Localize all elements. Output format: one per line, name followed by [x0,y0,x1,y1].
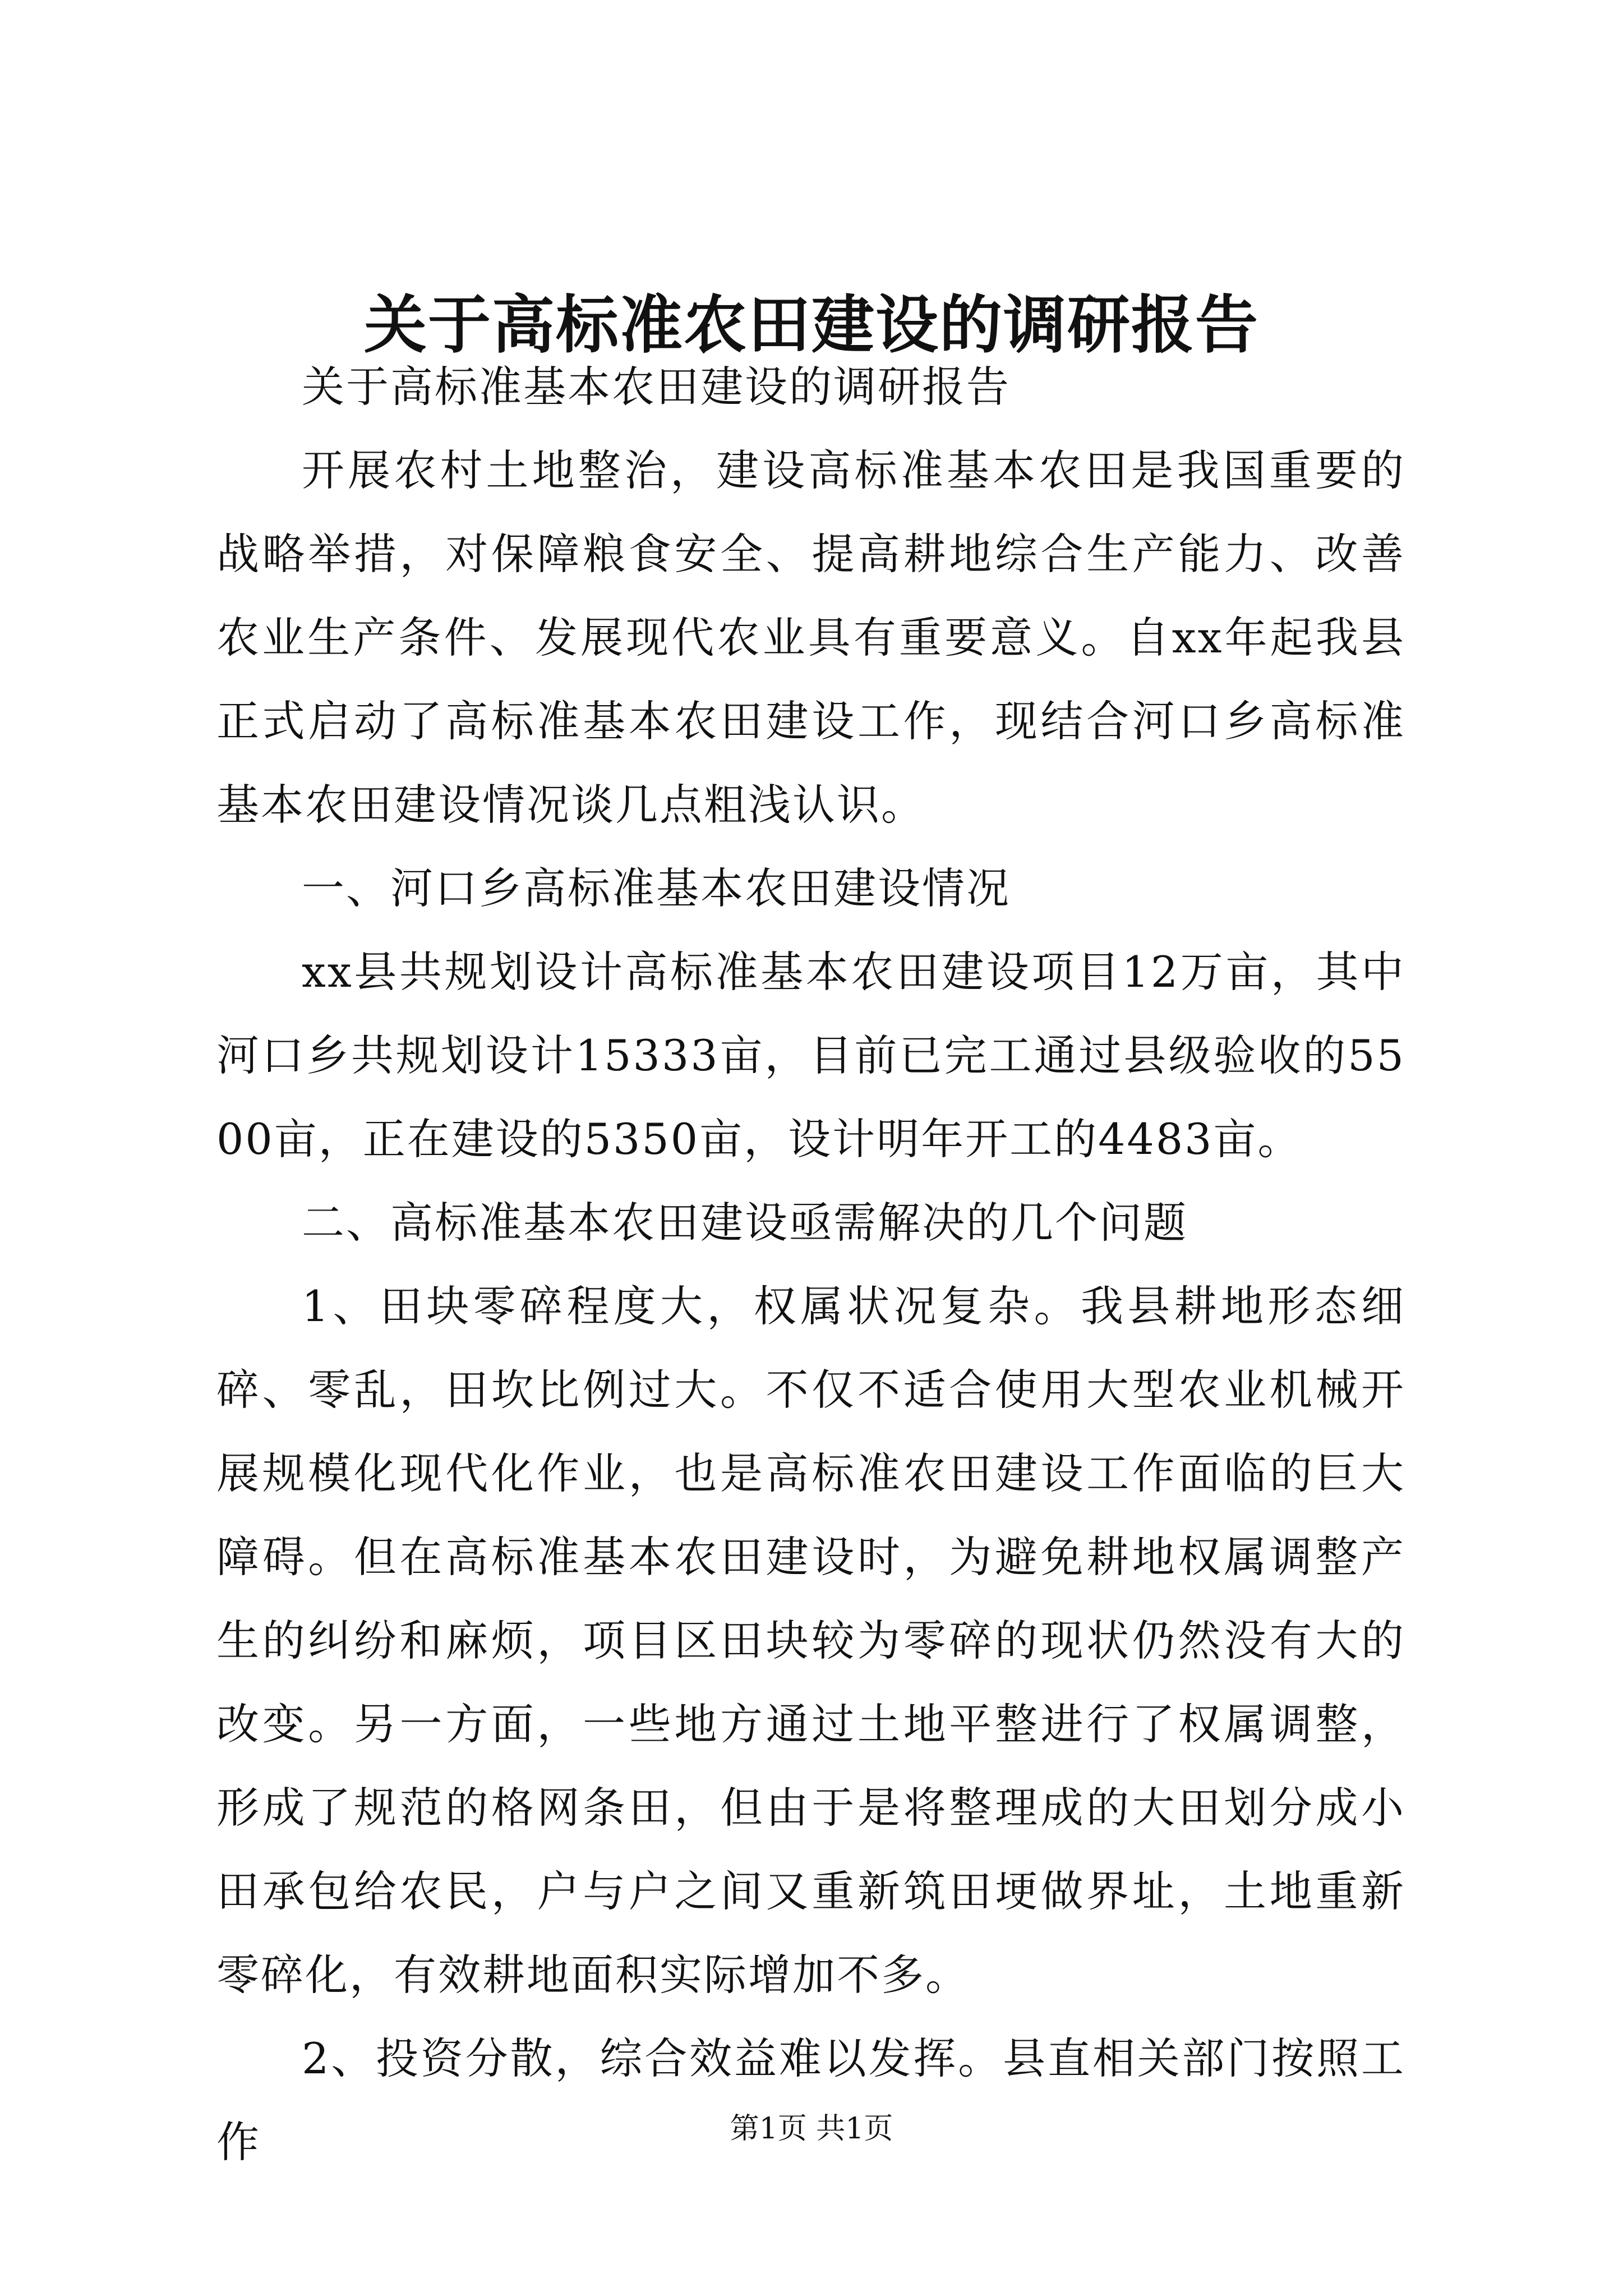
issue-1-paragraph: 1、田块零碎程度大，权属状况复杂。我县耕地形态细碎、零乱，田坎比例过大。不仅不适合使用大型农业机械开展规模化现代化作业，也是高标准农田建设工作面临的巨大障碍。但在高标准基本农田建设时，为避免耕地权属调整产生的纠纷和麻烦，项目区田块较为零碎的现状仍然没有大的改变。另一方面，一些地方通过土地平整进行了权属调整，形成了规范的格网条田，但由于是将整理成的大田划分成小田承包给农民，户与户之间又重新筑田埂做界址，土地重新零碎化，有效耕地面积实际增加不多。 [216,1281,1405,2000]
document-body [216,345,1405,2184]
intro-paragraph: 开展农村土地整治，建设高标准基本农田是我国重要的战略举措，对保障粮食安全、提高耕地综合生产能力、改善农业生产条件、发展现代农业具有重要意义。自xx年起我县正式启动了高标准基本农田建设工作，现结合河口乡高标准基本农田建设情况谈几点粗浅认识。 [216,445,1405,830]
section-heading-1: 一、河口乡高标准基本农田建设情况 [302,863,1011,913]
issue-2-paragraph: 2、投资分散，综合效益难以发挥。县直相关部门按照工作 [216,2033,1405,2167]
subtitle-paragraph: 关于高标准基本农田建设的调研报告 [302,362,1011,412]
section-heading-2: 二、高标准基本农田建设亟需解决的几个问题 [302,1198,1188,1248]
page-footer: 第1页 共1页 [730,2112,893,2146]
document-title: 关于高标准农田建设的调研报告 [364,288,1259,362]
section-1-paragraph: xx县共规划设计高标准基本农田建设项目12万亩，其中河口乡共规划设计15333亩，目前已完工通过县级验收的5500亩，正在建设的5350亩，设计明年开工的4483亩。 [216,947,1405,1164]
